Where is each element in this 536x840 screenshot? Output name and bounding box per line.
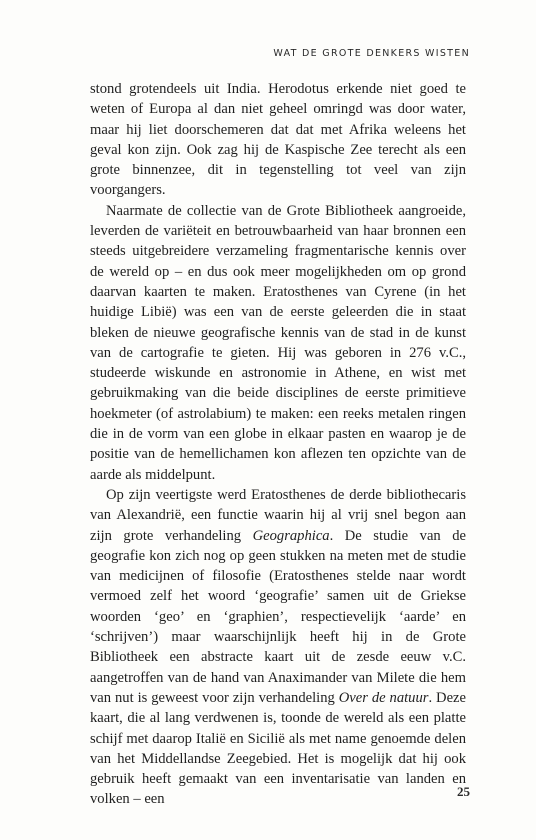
body-text (90, 79, 466, 810)
paragraph-text: Op zijn veertigste werd Eratosthenes de derde bibliothecaris van Alexandrië, een functie waarin hij al vrij snel begon aan zijn grote verhandeling (90, 486, 466, 544)
paragraph-text: stond grotendeels uit India. Herodotus erkende niet goed te weten of Europa al dan niet geheel omringd was door water, maar hij liet doorschemeren dat dat met Afrika weleens het geval kon zijn. Ook zag hij de Kaspische Zee terecht als een grote binnenzee, dit in tegenstelling tot veel van zijn voorgangers. (90, 81, 466, 199)
running-head: WAT DE GROTE DENKERS WISTEN (273, 48, 470, 59)
paragraph (90, 79, 466, 201)
paragraph (90, 485, 466, 810)
book-title-geographica: Geographica (252, 527, 330, 544)
book-title-over-de-natuur: Over de natuur (338, 689, 429, 706)
paragraph-text: . De studie van de geografie kon zich nog op geen stukken na meten met de studie van medicijnen of filosofie (Eratosthenes stelde naar wordt vermoed zelf het woord ‘geografie’ samen uit de Griekse woorden ‘geo’ en ‘graphien’, respectievelijk ‘aarde’ en ‘schrijven’) maar waarschijnlijk heeft hij in de Grote Bibliotheek een abstracte kaart uit de zesde eeuw v.C. aangetroffen van de hand van Anaximander van Milete die hem van nut is geweest voor zijn verhandeling (90, 527, 466, 706)
page-number: 25 (457, 784, 470, 799)
paragraph-text: Naarmate de collectie van de Grote Bibliotheek aangroeide, leverden de variëteit en betrouwbaarheid van haar bronnen een steeds uitgebreidere verzameling fragmentarische kennis over de wereld op – en dus ook meer mogelijkheden om op grond daarvan kaarten te maken. Eratosthenes van Cyrene (in het huidige Libië) was een van de eerste geleerden die in staat bleken de nieuwe geografische kennis van de stad in de kunst van de cartografie te gieten. Hij was geboren in 276 v.C., studeerde wiskunde en astronomie in Athene, en wist met gebruikmaking van die beide disciplines de eerste primitieve hoekmeter (of astrolabium) te maken: een reeks metalen ringen die in de vorm van een globe in elkaar pasten en waarop je de positie van de hemellichamen kon aflezen ten opzichte van de aarde als middelpunt. (90, 202, 466, 483)
paragraph-text: . Deze kaart, die al lang verdwenen is, toonde de wereld als een platte schijf met daarop Italië en Sicilië als met name genoemde delen van het Middellandse Zeegebied. Het is mogelijk dat hij ook gebruik heeft gemaakt van een inventarisatie van landen en volken – een (90, 689, 466, 808)
paragraph (90, 201, 466, 485)
